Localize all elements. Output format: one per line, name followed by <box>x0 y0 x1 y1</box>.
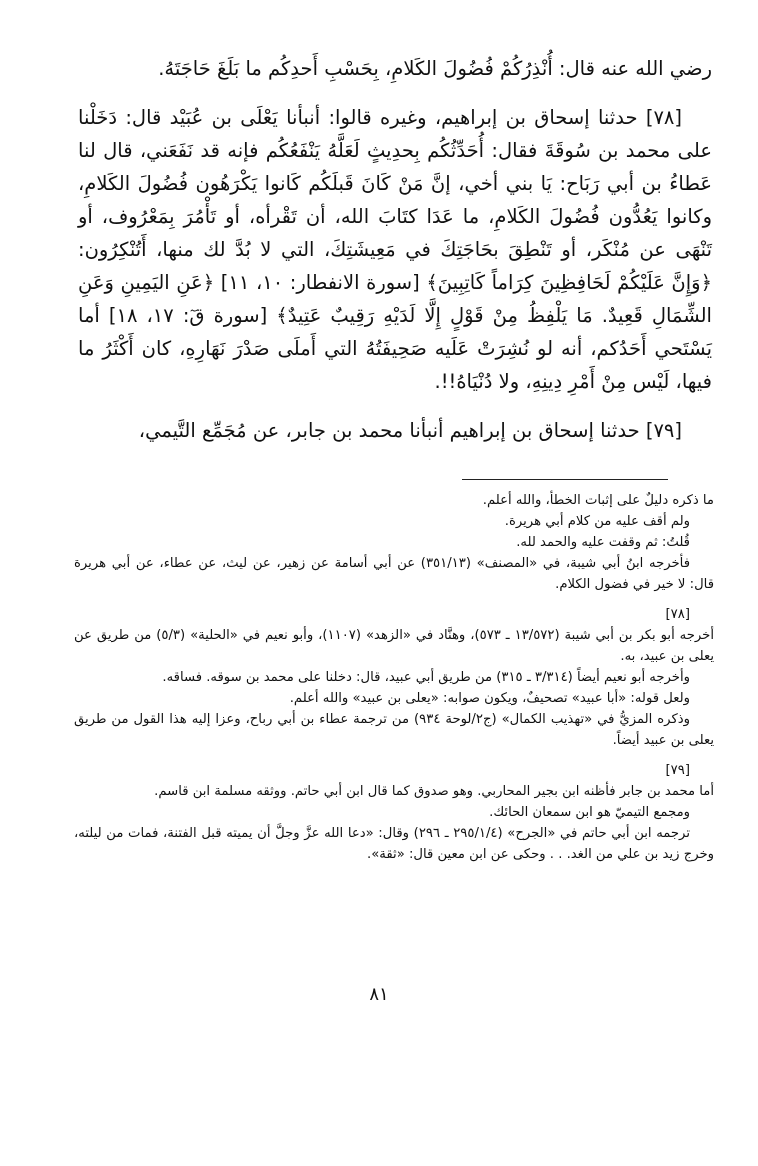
footnote-line: ولم أقف عليه من كلام أبي هريرة. <box>504 514 690 529</box>
footnote-line: قُلتُ: ثم وقفت عليه والحمد لله. <box>516 535 690 550</box>
page-number: ٨١ <box>369 984 389 1005</box>
footnote-line: فأخرجه ابنُ أبي شيبة، في «المصنف» (٣٥١/١٣) عن أبي أسامة عن زهير، عن ليث، عن عطاء، عن أبي هريرة قال: لا خير في فضول الكلام. <box>74 556 714 592</box>
footnote-separator <box>462 479 668 480</box>
footnote-heading-79: [٧٩] <box>665 763 690 778</box>
main-paragraph-78: [٧٨] حدثنا إسحاق بن إبراهيم، وغيره قالوا: أنبأنا يَعْلَى بن عُبَيْد قال: دَخَلْنا على محمد بن سُوقَةَ فقال: أُحَدِّثُكُم بِحدِيثٍ لَعَلَّهُ يَنْفَعُكُم فإنه قد نَفَعَني، قال لنا عَطاءُ بن أبي رَبَاح: يَا بني أخي، إنَّ مَنْ كَانَ قَبلَكُم كَانوا يَكْرَهُون فُضُولَ الكَلامِ، وكانوا يَعُدُّون فُضُولَ الكَلامِ، ما عَدَا كتَابَ الله، أن تَقْرأه، أو تَأْمُرَ بِمَعْرُوف، أو تَنْهَى عن مُنْكَر، أو تَنْطِقَ بحَاجَتِكَ في مَعِيشَتِكَ، التي لا بُدَّ لك منها، أَتُنْكِرُون: ﴿وَإِنَّ عَلَيْكُمْ لَحَافِظِينَ كِرَاماً كَاتِبِينَ﴾ [سورة الانفطار: ١٠، ١١] ﴿عَنِ اليَمِينِ وَعَنِ الشِّمَالِ قَعِيدٌ. مَا يَلْفِظُ مِنْ قَوْلٍ إِلَّا لَدَيْهِ رَقِيبٌ عَتِيدٌ﴾ [سورة قٓ: ١٧، ١٨] أما يَسْتَحي أَحَدُكم، أنه لو نُشِرَتْ عَلَيه صَحِيفَتُهُ التي أَملَى صَدْرَ نَهَارِهِ، كان أَكْثَرُ ما فيها، لَيْس مِنْ أَمْرِ دِينِهِ، ولا دُنْيَاهُ!!. <box>78 106 713 393</box>
footnote-line: أما محمد بن جابر فأظنه ابن بجير المحاربي. وهو صدوق كما قال ابن أبي حاتم. ووثقه مسلمة ابن قاسم. <box>154 784 714 799</box>
main-text <box>78 52 712 447</box>
footnote-line: وذكره المزيُّ في «تهذيب الكمال» (ج٢/لوحة ٩٣٤) من ترجمة عطاء بن أبي رباح، وعزا إليه هذا القول من طريق يعلى بن عبيد أيضاً. <box>74 712 714 748</box>
main-paragraph-continuation: رضي الله عنه قال: أُنْذِرُكُمْ فُضُولَ الكَلامِ، بِحَسْبِ أَحدِكُم ما بَلَغَ حَاجَتَهُ. <box>158 57 712 80</box>
footnote-line: وأخرجه أبو نعيم أيضاً (٣/٣١٤ ـ ٣١٥) من طريق أبي عبيد، قال: دخلنا على محمد بن سوقه. فساقه. <box>162 670 690 685</box>
footnote-line: ما ذكره دليلٌ على إثبات الخطأ، والله أعلم. <box>482 493 714 508</box>
main-paragraph-79: [٧٩] حدثنا إسحاق بن إبراهيم أنبأنا محمد بن جابر، عن مُجَمِّع التَّيمي، <box>138 419 682 442</box>
footnote-line: ومجمع التيميّ هو ابن سمعان الحائك. <box>489 805 690 820</box>
footnote-line: أخرجه أبو بكر بن أبي شيبة (١٣/٥٧٢ ـ ٥٧٣)، وهنَّاد في «الزهد» (١١٠٧)، وأبو نعيم في «الحلية» (٥/٣) من طريق عن يعلى بن عبيد، به. <box>74 628 714 664</box>
footnotes <box>74 490 714 865</box>
footnote-line: ولعل قوله: «أبا عبيد» تصحيفٌ، ويكون صوابه: «يعلى بن عبيد» والله أعلم. <box>289 691 690 706</box>
footnote-heading-78: [٧٨] <box>665 607 690 622</box>
footnote-line: ترجمه ابن أبي حاتم في «الجرح» (٢٩٥/١/٤ ـ ٢٩٦) وقال: «دعا الله عزَّ وجلَّ أن يميته قبل الفتنة، فمات من ليلته، وخرج زيد بن علي من الغد. . . وحكى عن ابن معين قال: «ثقة». <box>74 826 714 862</box>
